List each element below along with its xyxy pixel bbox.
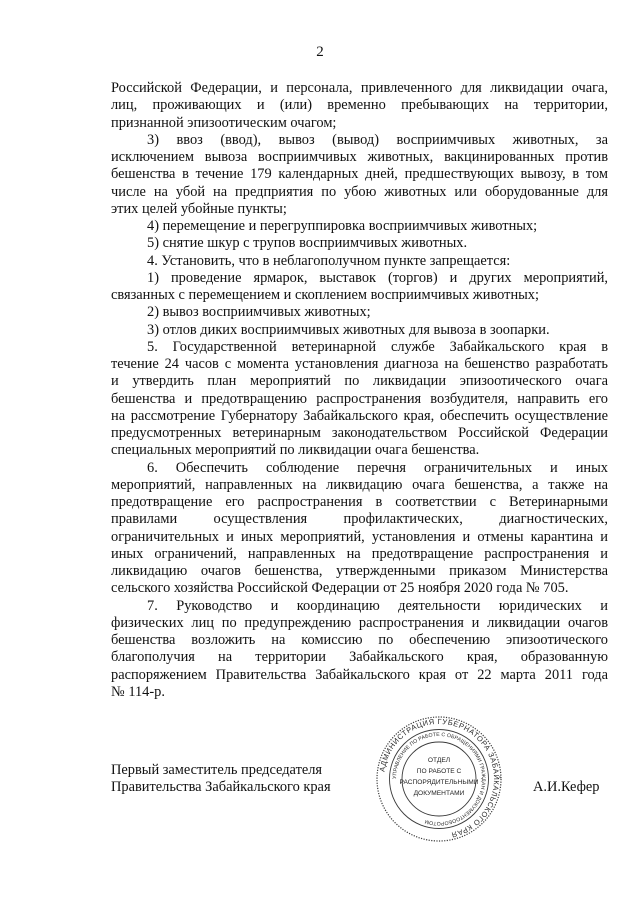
- page-number: 2: [316, 44, 324, 60]
- text-line: лиц, проживающих и (или) временно пребывающих на территории,: [111, 97, 608, 114]
- text-line: правилами осуществления профилактических, диагностических,: [111, 511, 608, 528]
- text-line: 4. Установить, что в неблагополучном пункте запрещается:: [147, 252, 511, 269]
- text-line: сельского хозяйства Российской Федерации от 25 ноября 2020 года № 705.: [111, 580, 569, 597]
- stamp-outer-text: АДМИНИСТРАЦИЯ ГУБЕРНАТОРА ЗАБАЙКАЛЬСКОГО КРАЯ: [377, 716, 502, 840]
- text-line: числе на убой на предприятия по убою животных или оборудованные для: [111, 183, 608, 200]
- text-line: 3) отлов диких восприимчивых животных для вывоза в зоопарки.: [147, 321, 550, 338]
- text-line: 4) перемещение и перегруппировка восприимчивых животных;: [147, 218, 538, 234]
- stamp-center-line: ПО РАБОТЕ С: [416, 768, 462, 775]
- text-line: бешенства и предотвращению распространения возбудителя, направить его: [111, 390, 608, 407]
- signatory-title-line: Правительства Забайкальского края: [111, 779, 331, 796]
- stamp-center-line: РАСПОРЯДИТЕЛЬНЫМИ: [399, 779, 479, 786]
- text-line: бешенства в течение 179 календарных дней, предшествующих вывозу, в том: [111, 166, 608, 183]
- text-line: благополучия на территории Забайкальского края, образованную: [111, 649, 608, 666]
- text-line: и утвердить план мероприятий по ликвидации эпизоотического очага: [111, 373, 608, 390]
- stamp-inner-ring-text: УПРАВЛЕНИЕ ПО РАБОТЕ С ОБРАЩЕНИЯМИ ГРАЖДАН И ДОКУМЕНТООБОРОТОМ: [391, 731, 487, 827]
- text-line: ограничительных и иных мероприятий, установления и отмены карантина и: [111, 528, 608, 545]
- text-line: 5) снятие шкур с трупов восприимчивых животных.: [147, 235, 468, 252]
- text-line: № 114-р.: [111, 683, 165, 700]
- document-body: [111, 80, 608, 701]
- text-line: иных ограничений, направленных на предотвращение распространения и: [111, 545, 608, 562]
- text-line: признанной эпизоотическим очагом;: [111, 114, 337, 131]
- text-line: на рассмотрение Губернатору Забайкальского края, обеспечить осуществление: [111, 407, 608, 424]
- text-line: 2) вывоз восприимчивых животных;: [147, 304, 371, 321]
- text-line: 6. Обеспечить соблюдение перечня ограничительных и иных: [147, 459, 608, 476]
- stamp-center-line: ДОКУМЕНТАМИ: [413, 790, 465, 797]
- signatory-name: А.И.Кефер: [533, 779, 600, 795]
- text-line: предусмотренных ветеринарным законодательством Российской Федерации: [111, 425, 608, 441]
- text-line: физических лиц по предупреждению распространения и ликвидации очагов: [111, 614, 608, 631]
- stamp-center-line: ОТДЕЛ: [427, 757, 451, 764]
- text-line: Российской Федерации, и персонала, привлеченного для ликвидации очага,: [111, 80, 608, 96]
- text-line: исключением вывоза восприимчивых животных, вакцинированных против: [111, 149, 608, 165]
- text-line: связанных с перемещением и скоплением восприимчивых животных;: [111, 287, 540, 303]
- text-line: 5. Государственной ветеринарной службе Забайкальского края в: [147, 338, 608, 355]
- text-line: предотвращение его распространения в соответствии с Ветеринарными: [111, 494, 608, 510]
- text-line: распоряжением Правительства Забайкальского края от 22 марта 2011 года: [111, 666, 608, 683]
- official-stamp: [375, 715, 503, 843]
- signatory-title-line: Первый заместитель председателя: [111, 762, 323, 778]
- text-line: мероприятий, направленных на ликвидацию очага бешенства, а также на: [111, 476, 608, 493]
- text-line: специальных мероприятий по ликвидации очага бешенства.: [111, 442, 480, 459]
- text-line: 1) проведение ярмарок, выставок (торгов) и других мероприятий,: [147, 269, 608, 286]
- signatory-title: [111, 762, 391, 797]
- text-line: течение 24 часов с момента установления диагноза на бешенство разработать: [111, 356, 608, 372]
- text-line: бешенства возложить на комиссию по обеспечению эпизоотического: [111, 632, 608, 648]
- text-line: ликвидацию очагов бешенства, утвержденными приказом Министерства: [111, 563, 608, 579]
- text-line: этих целей убойные пункты;: [111, 200, 287, 217]
- text-line: 3) ввоз (ввод), вывоз (вывод) восприимчивых животных, за: [147, 131, 608, 148]
- text-line: 7. Руководство и координацию деятельности юридических и: [147, 597, 608, 614]
